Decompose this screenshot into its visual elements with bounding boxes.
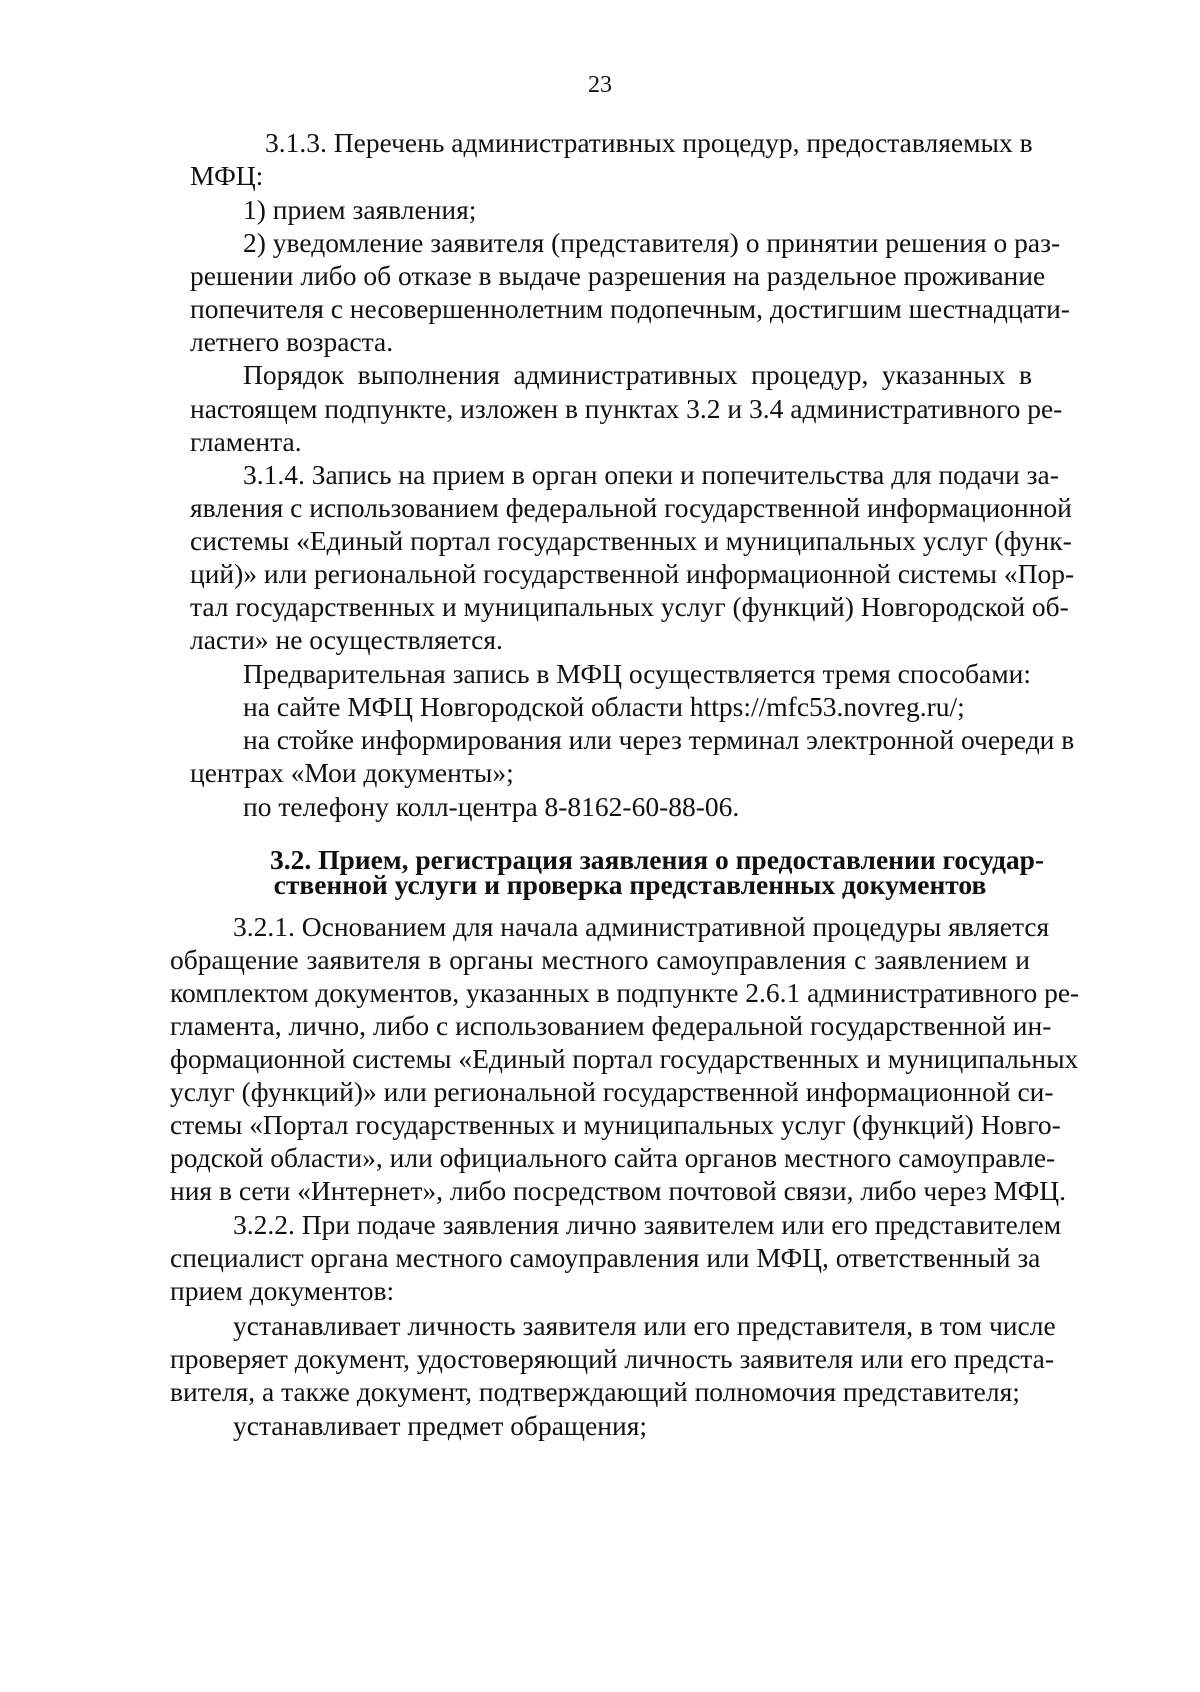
paragraph-line: комплектом документов, указанных в подпункте 2.6.1 административного ре- [170, 977, 1080, 1008]
paragraph-line: тал государственных и муниципальных услуг (функций) Новгородской об- [190, 591, 1069, 622]
paragraph-line: летнего возраста. [190, 326, 394, 357]
paragraph-line: специалист органа местного самоуправления или МФЦ, ответственный за [170, 1242, 1041, 1273]
section-heading-line: 3.2. Прием, регистрация заявления о предоставлении государ- [270, 844, 1045, 875]
paragraph-line: гламента, лично, либо с использованием федеральной государственной ин- [170, 1010, 1052, 1041]
paragraph-line: обращение заявителя в органы местного самоуправления с заявлением и [170, 944, 1030, 975]
list-item: устанавливает личность заявителя или его представителя, в том числе [233, 1310, 1056, 1341]
paragraph-line: стемы «Портал государственных и муниципальных услуг (функций) Новго- [170, 1109, 1061, 1140]
paragraph-line: решении либо об отказе в выдаче разрешения на раздельное проживание [190, 260, 1046, 291]
list-item: 2) уведомление заявителя (представителя) о принятии решения о раз- [243, 227, 1061, 258]
paragraph-line: гламента. [190, 426, 302, 457]
paragraph-line: ния в сети «Интернет», либо посредством почтовой связи, либо через МФЦ. [170, 1175, 1067, 1206]
page-number: 23 [588, 72, 612, 98]
paragraph-line: вителя, а также документ, подтверждающий полномочия представителя; [170, 1376, 1020, 1407]
list-item: устанавливает предмет обращения; [233, 1410, 648, 1441]
paragraph-line: 3.1.3. Перечень административных процедур, предоставляемых в [265, 127, 1033, 158]
paragraph-line: на стойке информирования или через терминал электронной очереди в [243, 724, 1075, 755]
paragraph-line: настоящем подпункте, изложен в пунктах 3.2 и 3.4 административного ре- [190, 393, 1063, 424]
paragraph-line: 3.2.2. При подаче заявления лично заявителем или его представителем [233, 1209, 1062, 1240]
paragraph-line: на сайте МФЦ Новгородской области https://mfc53.novreg.ru/; [243, 691, 965, 722]
paragraph-line: Порядок выполнения административных процедур, указанных в [243, 359, 1032, 390]
paragraph-line: системы «Единый портал государственных и муниципальных услуг (функ- [190, 525, 1072, 556]
paragraph-line: родской области», или официального сайта органов местного самоуправле- [170, 1142, 1056, 1173]
paragraph-line: ций)» или региональной государственной информационной системы «Пор- [190, 558, 1075, 589]
paragraph-line: попечителя с несовершеннолетним подопечным, достигшим шестнадцати- [190, 293, 1070, 324]
paragraph-line: прием документов: [170, 1275, 395, 1306]
section-heading-line: ственной услуги и проверка представленных документов [273, 869, 987, 900]
paragraph-line: 3.1.4. Запись на прием в орган опеки и попечительства для подачи за- [243, 459, 1059, 490]
paragraph-line: формационной системы «Единый портал государственных и муниципальных [170, 1043, 1079, 1074]
section-heading [270, 844, 1045, 900]
paragraph-line: МФЦ: [190, 160, 264, 191]
paragraph-line: Предварительная запись в МФЦ осуществляется тремя способами: [243, 658, 1031, 689]
paragraph-line: центрах «Мои документы»; [190, 757, 514, 788]
list-item: 1) прием заявления; [243, 194, 477, 225]
paragraph-line: ласти» не осуществляется. [190, 624, 503, 655]
paragraph-line: проверяет документ, удостоверяющий личность заявителя или его предста- [170, 1343, 1055, 1374]
paragraph-line: по телефону колл-центра 8-8162-60-88-06. [243, 791, 740, 822]
paragraph-line: услуг (функций)» или региональной государственной информационной си- [170, 1076, 1054, 1107]
paragraph-line: явления с использованием федеральной государственной информационной [190, 492, 1072, 523]
paragraph-line: 3.2.1. Основанием для начала административной процедуры является [233, 911, 1050, 942]
